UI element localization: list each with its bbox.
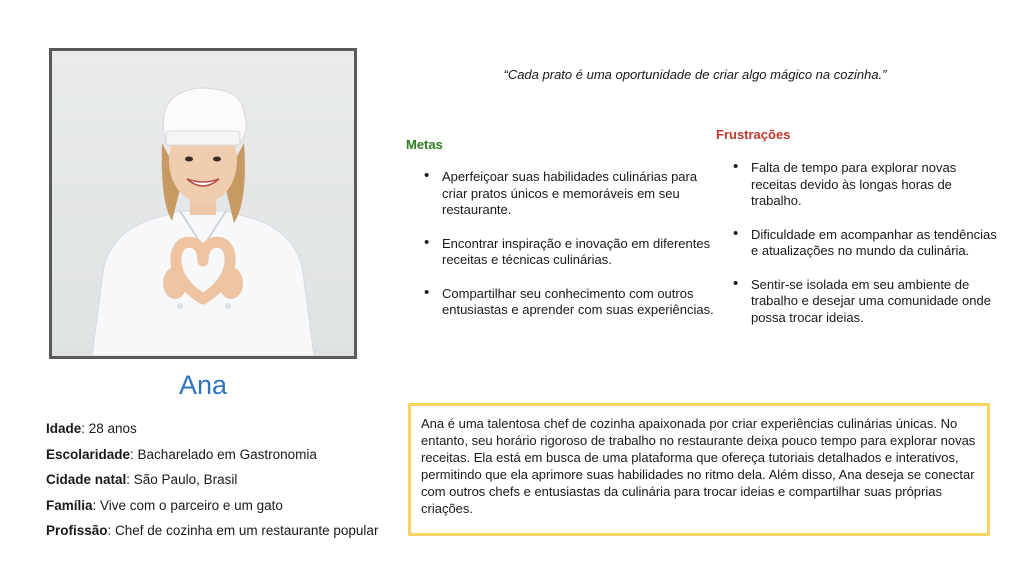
fact-label: Família <box>46 497 93 513</box>
fact-label: Profissão <box>46 523 108 538</box>
chef-illustration <box>52 51 354 356</box>
persona-summary: Ana é uma talentosa chef de cozinha apaixonada por criar experiências culinárias únicas. No entanto, seu horário rigoroso de trabalho no restaurante deixa pouco tempo para explorar novas receitas. Ela está em busca de uma plataforma que ofereça tutoriais detalhados e interativos, permitindo que ela aprimore suas habilidades no ritmo dela. Além disso, Ana deseja se conectar com outros chefs e entusiastas da culinária para trocar ideias e compartilhar suas próprias criações. <box>408 403 990 536</box>
list-item: • Falta de tempo para explorar novas receitas devido às longas horas de trabalho. <box>733 160 1003 210</box>
fact-label: Escolaridade <box>46 446 131 462</box>
fact-education <box>46 442 378 468</box>
persona-name: Ana <box>178 370 228 400</box>
fact-label: Idade <box>46 421 82 436</box>
list-item: • Dificuldade em acompanhar as tendências e atualizações no mundo da culinária. <box>733 227 1003 260</box>
list-item: • Aperfeiçoar suas habilidades culinárias para criar pratos únicos e memoráveis em seu restaurante. <box>424 169 714 219</box>
fact-value: : Vive com o parceiro e um gato <box>92 497 283 513</box>
fact-value: : Chef de cozinha em um restaurante popular <box>107 523 379 538</box>
fact-value: : Bacharelado em Gastronomia <box>130 446 317 462</box>
fact-age <box>46 416 378 442</box>
list-item: • Encontrar inspiração e inovação em diferentes receitas e técnicas culinárias. <box>424 236 714 269</box>
persona-quote: “Cada prato é uma oportunidade de criar algo mágico na cozinha.” <box>503 67 887 82</box>
goals-title: Metas <box>406 137 443 152</box>
fact-label: Cidade natal <box>46 472 127 487</box>
goals-list <box>424 169 714 336</box>
fact-hometown <box>46 467 378 493</box>
persona-photo <box>49 48 357 359</box>
frustrations-list <box>733 160 1003 343</box>
list-item: • Compartilhar seu conhecimento com outros entusiastas e aprender com suas experiências. <box>424 286 714 319</box>
persona-facts <box>46 416 378 544</box>
list-item: • Sentir-se isolada em seu ambiente de trabalho e desejar uma comunidade onde possa trocar ideias. <box>733 277 1003 327</box>
frustrations-title: Frustrações <box>716 127 791 142</box>
fact-profession <box>46 518 378 544</box>
fact-value: : São Paulo, Brasil <box>126 472 238 487</box>
fact-family <box>46 493 378 519</box>
fact-value: : 28 anos <box>81 421 137 436</box>
